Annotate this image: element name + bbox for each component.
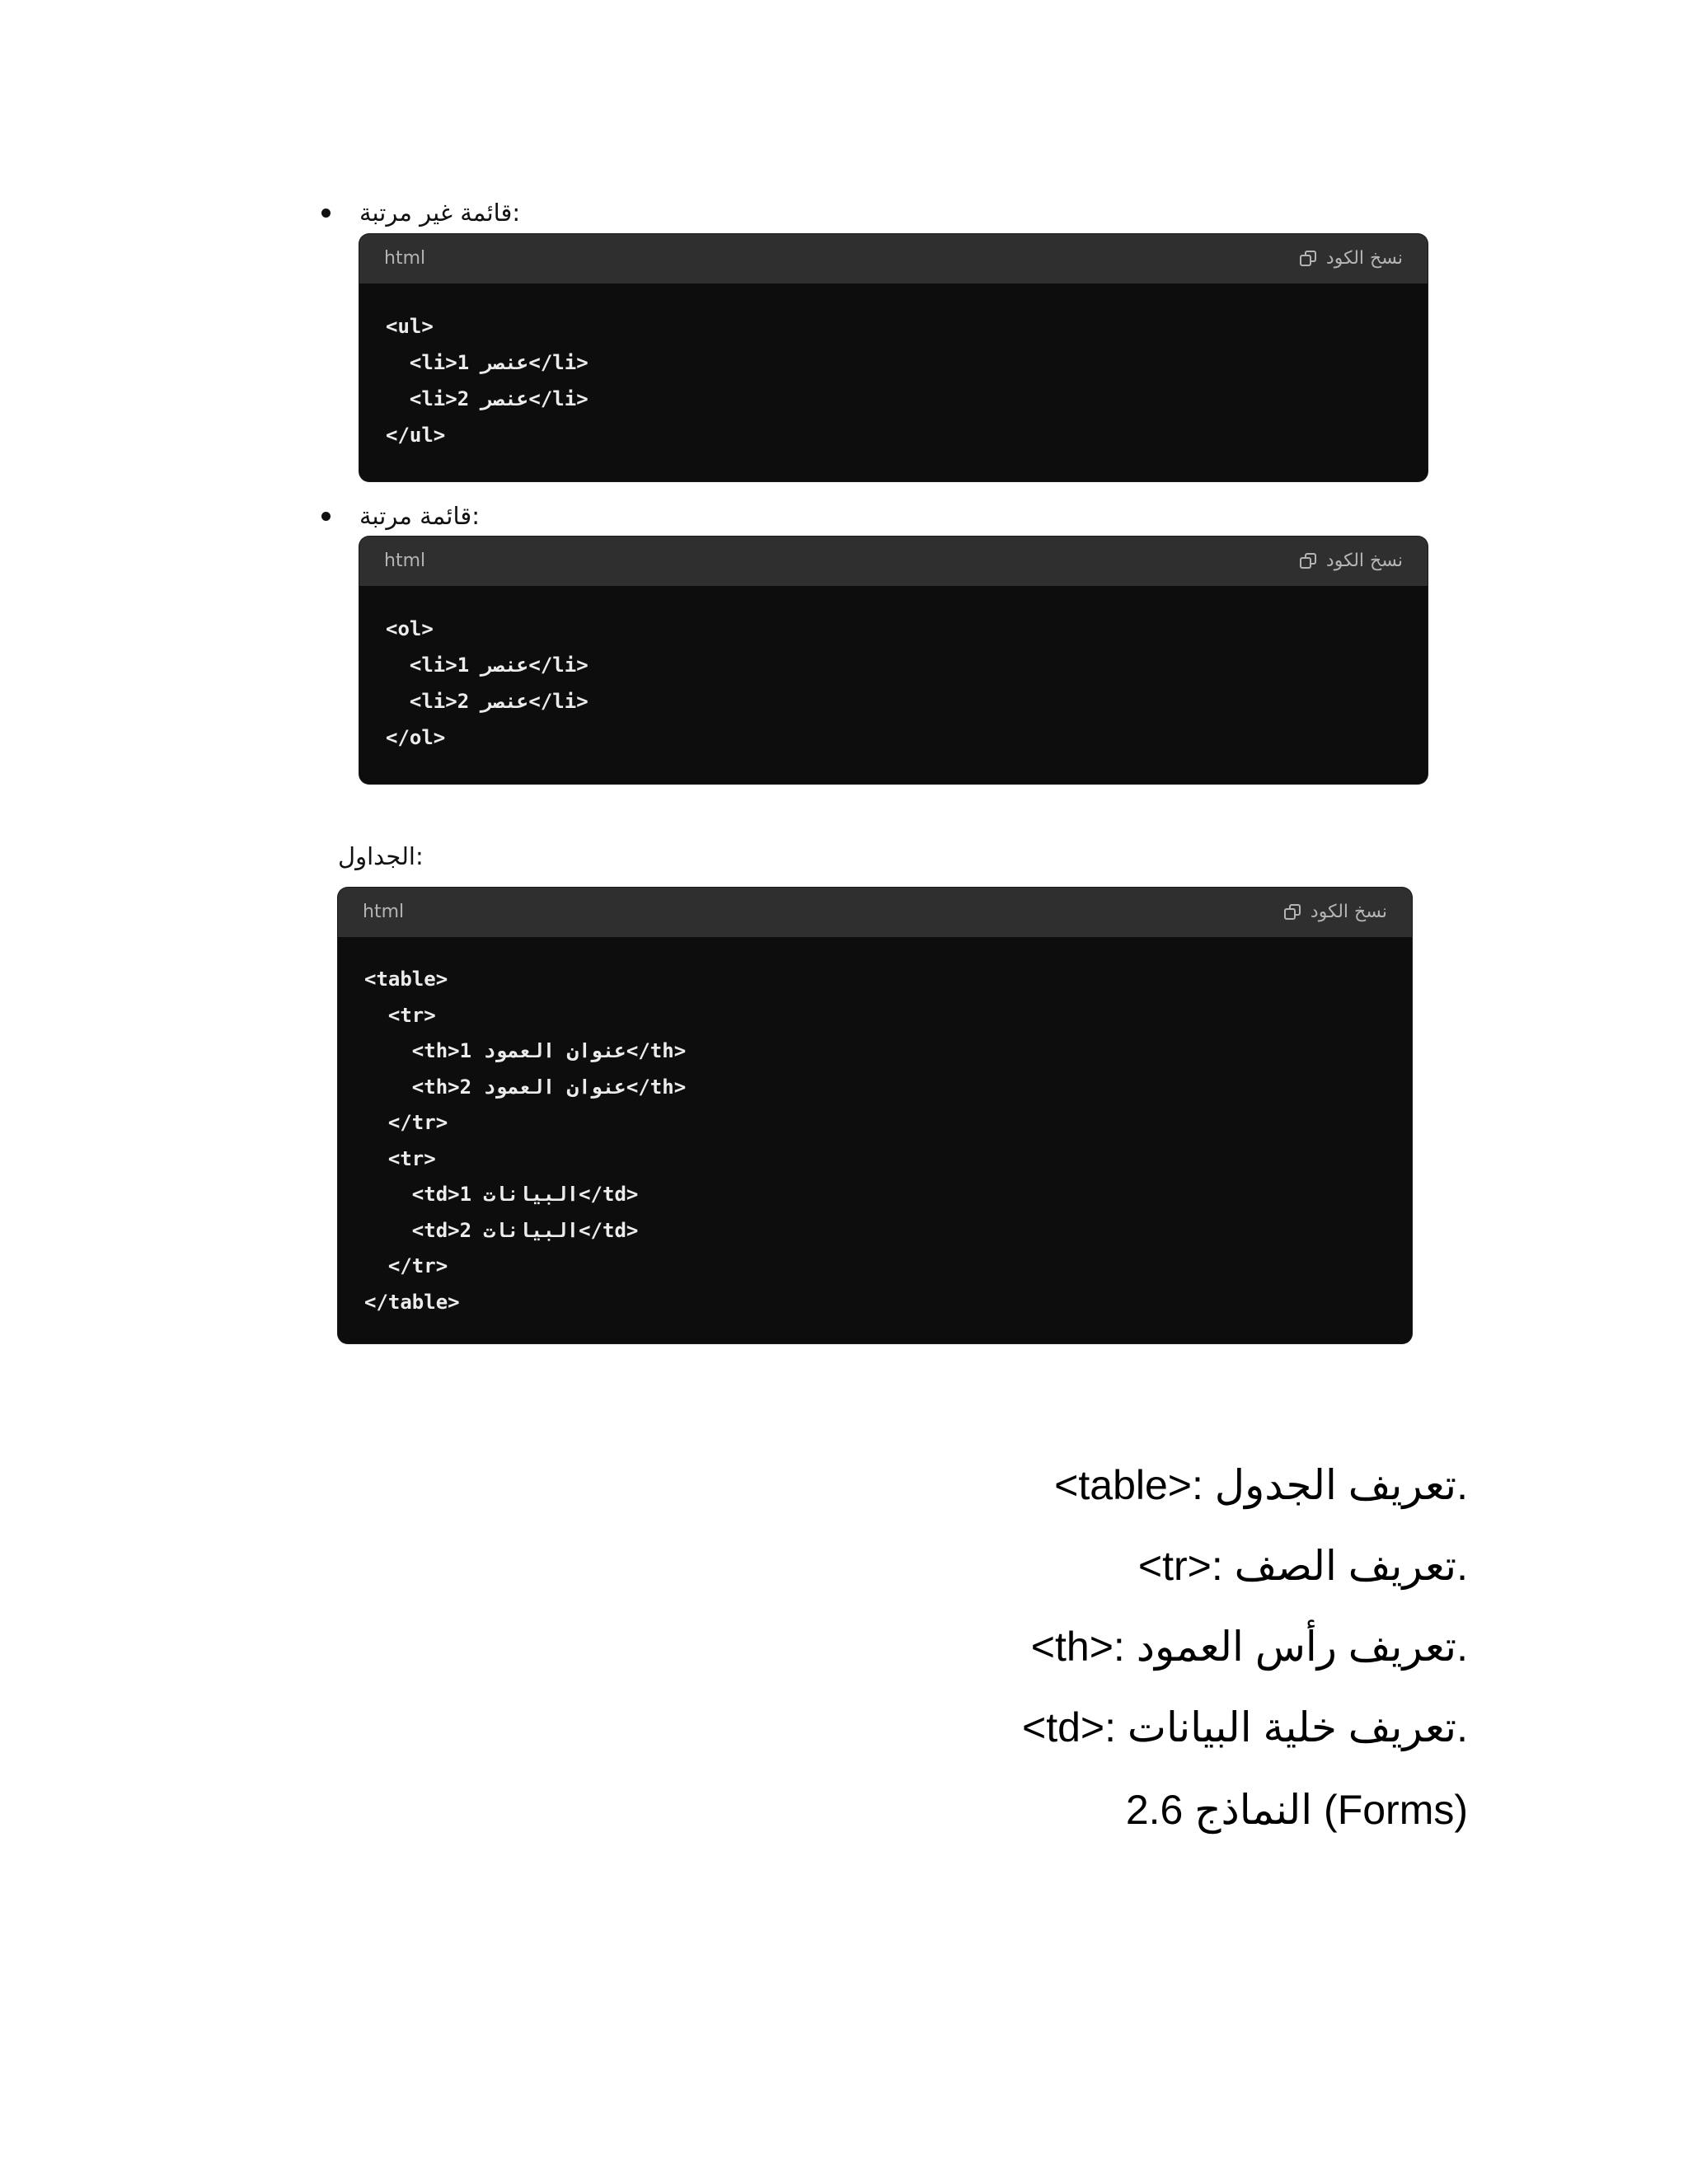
code-line: <tr> bbox=[364, 1003, 436, 1027]
code-line: <td>1 البيانات</td> bbox=[364, 1183, 639, 1206]
code-block-unordered bbox=[359, 234, 1428, 481]
copy-icon bbox=[1298, 249, 1318, 269]
bullet-dot bbox=[321, 209, 331, 218]
code-line: <tr> bbox=[364, 1146, 436, 1170]
code-line: <ul> bbox=[386, 315, 434, 338]
code-language-label: html bbox=[384, 551, 426, 571]
code-line: </tr> bbox=[364, 1111, 448, 1134]
section-label-ordered: قائمة مرتبة: bbox=[359, 502, 480, 530]
copy-code-label: نسخ الكود bbox=[1310, 902, 1387, 922]
code-line: </tr> bbox=[364, 1254, 448, 1277]
next-section-heading: 2.6 النماذج (Forms) bbox=[1125, 1787, 1468, 1833]
code-content bbox=[359, 284, 1428, 453]
copy-code-button[interactable] bbox=[1282, 902, 1387, 922]
definition-td: <td>: تعريف خلية البيانات. bbox=[1022, 1704, 1468, 1750]
copy-code-button[interactable] bbox=[1298, 551, 1403, 571]
code-line: <th>2 عنوان العمود</th> bbox=[364, 1075, 687, 1099]
copy-icon bbox=[1298, 551, 1318, 571]
bullet-dot bbox=[321, 512, 331, 521]
copy-icon bbox=[1282, 902, 1302, 922]
section-label-tables: الجداول: bbox=[338, 842, 424, 870]
code-block-header bbox=[359, 537, 1428, 586]
definition-tr: <tr>: تعريف الصف. bbox=[1137, 1543, 1468, 1589]
code-block-ordered bbox=[359, 537, 1428, 784]
code-line: <th>1 عنوان العمود</th> bbox=[364, 1039, 687, 1062]
definition-table: <table>: تعريف الجدول. bbox=[1054, 1462, 1468, 1508]
code-line: </ol> bbox=[386, 726, 446, 749]
code-line: <ol> bbox=[386, 617, 434, 640]
copy-code-label: نسخ الكود bbox=[1325, 551, 1403, 571]
definition-th: <th>: تعريف رأس العمود. bbox=[1030, 1624, 1468, 1670]
code-block-header bbox=[338, 888, 1412, 937]
section-label-unordered: قائمة غير مرتبة: bbox=[359, 199, 521, 227]
code-block-header bbox=[359, 234, 1428, 284]
code-line: </table> bbox=[364, 1290, 460, 1314]
code-language-label: html bbox=[363, 902, 405, 922]
code-line: <li>2 عنصر</li> bbox=[386, 387, 588, 410]
code-block-tables bbox=[338, 888, 1412, 1343]
code-line: </ul> bbox=[386, 424, 446, 447]
code-language-label: html bbox=[384, 248, 426, 269]
copy-code-label: نسخ الكود bbox=[1325, 248, 1403, 269]
code-line: <td>2 البيانات</td> bbox=[364, 1218, 639, 1242]
code-line: <table> bbox=[364, 968, 448, 991]
code-line: <li>2 عنصر</li> bbox=[386, 690, 588, 713]
code-line: <li>1 عنصر</li> bbox=[386, 654, 588, 677]
copy-code-button[interactable] bbox=[1298, 248, 1403, 269]
code-content bbox=[338, 937, 1412, 1320]
code-line: <li>1 عنصر</li> bbox=[386, 351, 588, 374]
code-content bbox=[359, 586, 1428, 756]
